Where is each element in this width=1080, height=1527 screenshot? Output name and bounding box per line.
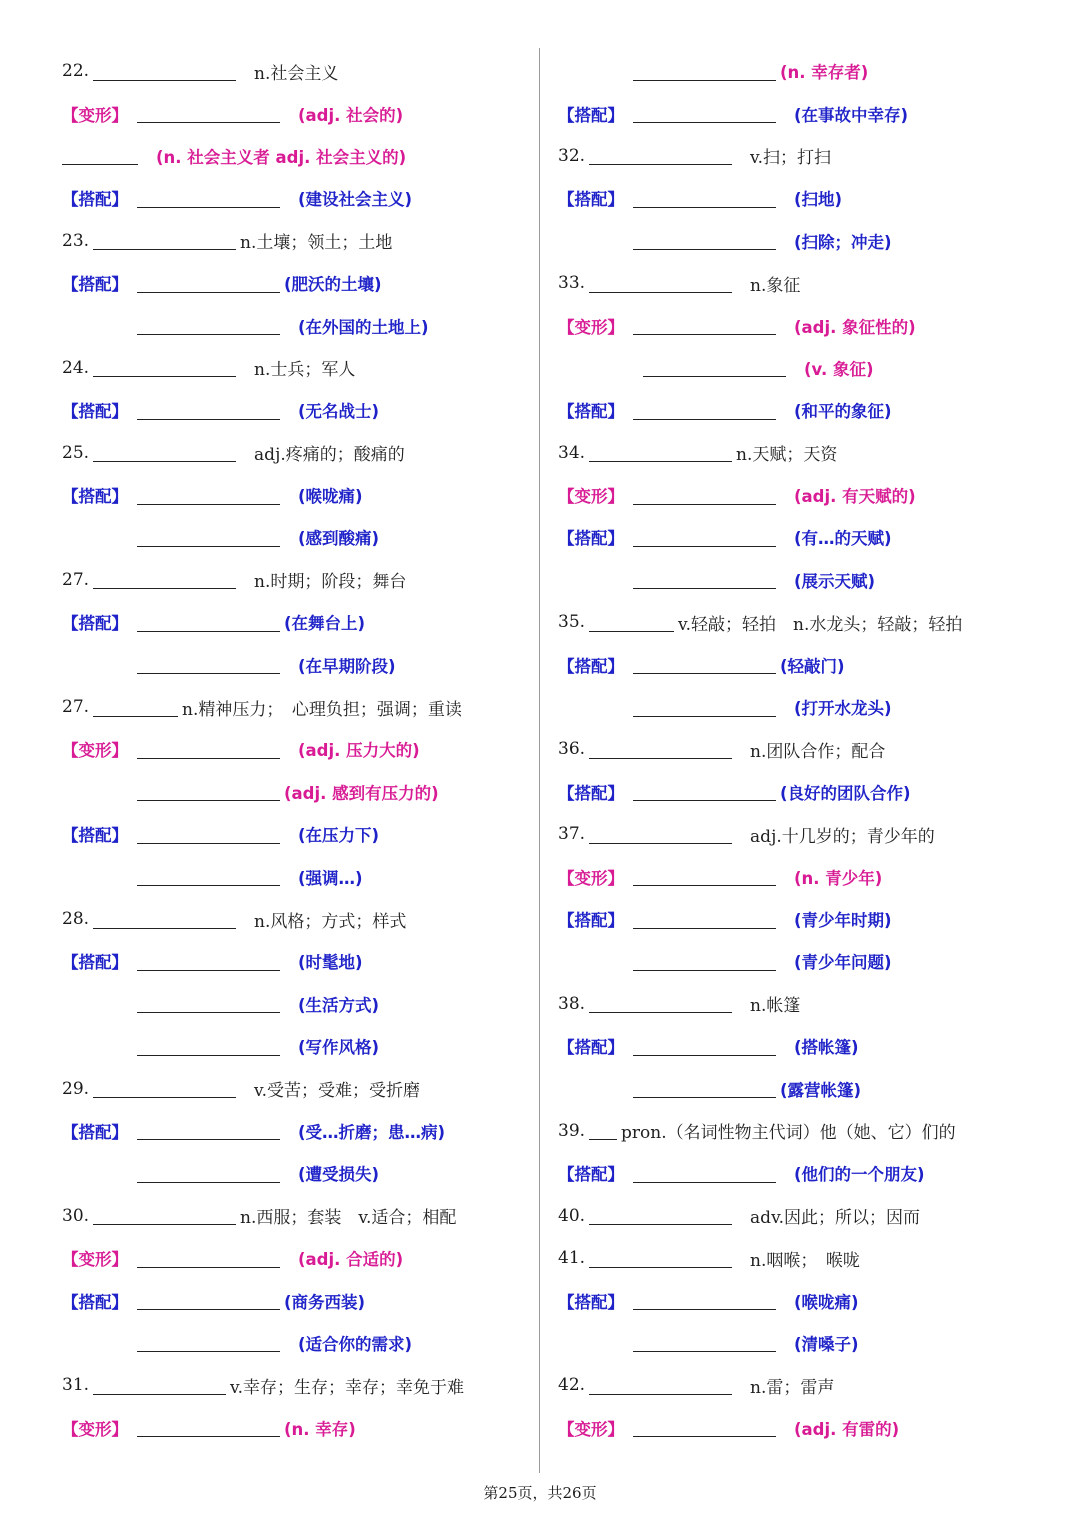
entry-number: 34. <box>558 442 586 463</box>
entry-row <box>558 50 1058 92</box>
entry-row <box>558 516 1058 558</box>
entry-row <box>558 389 1058 431</box>
entry-number: 40. <box>558 1205 586 1226</box>
answer-blank[interactable] <box>589 146 732 165</box>
entry-row <box>558 1237 1058 1279</box>
variant-hint: (n. 青少年) <box>794 868 883 888</box>
collocation-hint: (遭受损失) <box>298 1165 380 1185</box>
entry-row <box>62 1279 532 1321</box>
entry-row <box>558 1025 1058 1067</box>
variant-hint: (n. 社会主义者 adj. 社会主义的) <box>156 147 407 167</box>
collocation-hint: (和平的象征) <box>794 402 892 422</box>
collocation-hint: (搭帐篷) <box>794 1038 859 1058</box>
page-footer: 第25页，共26页 <box>483 1484 597 1502</box>
entry-number: 35. <box>558 612 586 633</box>
answer-blank[interactable] <box>93 1206 236 1225</box>
entry-row <box>558 304 1058 346</box>
collocation-hint: (在压力下) <box>298 826 380 846</box>
collocation-hint: (感到酸痛) <box>298 529 380 549</box>
variant-hint: (adj. 感到有压力的) <box>284 783 439 803</box>
answer-blank[interactable] <box>93 570 236 589</box>
entry-row <box>558 1364 1058 1406</box>
word-meaning: n.土壤；领土；土地 <box>240 233 393 254</box>
entry-row <box>62 771 532 813</box>
column-divider <box>539 48 540 1473</box>
collocation-hint: (有…的天赋) <box>794 529 892 549</box>
entry-row <box>62 559 532 601</box>
entry-row <box>62 1067 532 1109</box>
word-meaning: n.社会主义 <box>254 63 339 84</box>
answer-blank[interactable] <box>137 613 280 632</box>
answer-blank[interactable] <box>137 825 280 844</box>
collocation-tag: 【搭配】 <box>62 1292 128 1312</box>
entry-row <box>62 220 532 262</box>
collocation-hint: (清嗓子) <box>794 1334 859 1354</box>
variant-hint: (adj. 有天赋的) <box>794 487 916 507</box>
answer-blank[interactable] <box>589 1249 732 1268</box>
collocation-hint: (青少年问题) <box>794 953 892 973</box>
answer-blank[interactable] <box>137 1249 280 1268</box>
variant-tag: 【变形】 <box>558 487 624 507</box>
answer-blank[interactable] <box>137 104 280 123</box>
variant-hint: (adj. 社会的) <box>298 105 404 125</box>
word-meaning: v.扫；打扫 <box>750 148 832 169</box>
collocation-tag: 【搭配】 <box>62 275 128 295</box>
entry-row <box>558 1110 1058 1152</box>
collocation-hint: (在早期阶段) <box>298 656 396 676</box>
entry-row <box>62 50 532 92</box>
word-meaning: n.士兵；军人 <box>254 360 356 381</box>
collocation-tag: 【搭配】 <box>62 1122 128 1142</box>
word-meaning: n.象征 <box>750 275 801 296</box>
entry-row <box>558 940 1058 982</box>
entry-number: 22. <box>62 61 90 82</box>
entry-row <box>558 1322 1058 1364</box>
answer-blank[interactable] <box>633 401 776 420</box>
collocation-hint: (扫除；冲走) <box>794 232 892 252</box>
variant-hint: (adj. 象征性的) <box>794 317 916 337</box>
answer-blank[interactable] <box>643 358 786 377</box>
answer-blank[interactable] <box>137 782 280 801</box>
word-meaning: n.风格；方式；样式 <box>254 911 407 932</box>
entry-row <box>62 601 532 643</box>
collocation-hint: (商务西装) <box>284 1292 366 1312</box>
variant-hint: (adj. 合适的) <box>298 1250 404 1270</box>
word-meaning: v.轻敲；轻拍 n.水龙头；轻敲；轻拍 <box>678 614 963 635</box>
answer-blank[interactable] <box>137 528 280 547</box>
answer-blank[interactable] <box>62 146 138 165</box>
word-meaning: n.时期；阶段；舞台 <box>254 572 407 593</box>
answer-blank[interactable] <box>137 1333 280 1352</box>
entry-row <box>62 1195 532 1237</box>
collocation-tag: 【搭配】 <box>558 402 624 422</box>
variant-tag: 【变形】 <box>62 105 128 125</box>
answer-blank[interactable] <box>633 189 776 208</box>
answer-blank[interactable] <box>137 1164 280 1183</box>
entry-number: 29. <box>62 1078 90 1099</box>
answer-blank[interactable] <box>633 1079 776 1098</box>
answer-blank[interactable] <box>589 613 674 632</box>
answer-blank[interactable] <box>93 698 178 717</box>
answer-blank[interactable] <box>137 486 280 505</box>
answer-blank[interactable] <box>633 952 776 971</box>
entry-row <box>62 983 532 1025</box>
entry-row <box>558 728 1058 770</box>
answer-blank[interactable] <box>589 740 732 759</box>
collocation-tag: 【搭配】 <box>558 1038 624 1058</box>
collocation-tag: 【搭配】 <box>558 1292 624 1312</box>
entry-row <box>558 983 1058 1025</box>
answer-blank[interactable] <box>137 655 280 674</box>
answer-blank[interactable] <box>137 740 280 759</box>
entry-row <box>62 855 532 897</box>
entry-row <box>62 347 532 389</box>
entry-row <box>62 389 532 431</box>
word-meaning: n.咽喉； 喉咙 <box>750 1250 860 1271</box>
word-meaning: adv.因此；所以；因而 <box>750 1208 921 1229</box>
answer-blank[interactable] <box>93 910 236 929</box>
collocation-tag: 【搭配】 <box>62 826 128 846</box>
entry-row <box>62 728 532 770</box>
collocation-tag: 【搭配】 <box>558 529 624 549</box>
entry-row <box>558 474 1058 516</box>
collocation-hint: (扫地) <box>794 190 843 210</box>
answer-blank[interactable] <box>93 358 236 377</box>
answer-blank[interactable] <box>93 1079 236 1098</box>
collocation-tag: 【搭配】 <box>62 487 128 507</box>
answer-blank[interactable] <box>633 528 776 547</box>
entry-row <box>558 559 1058 601</box>
entry-row <box>62 898 532 940</box>
entry-row <box>62 1322 532 1364</box>
collocation-hint: (建设社会主义) <box>298 190 413 210</box>
answer-blank[interactable] <box>633 316 776 335</box>
variant-tag: 【变形】 <box>558 868 624 888</box>
answer-blank[interactable] <box>633 1164 776 1183</box>
word-meaning: v.幸存；生存；幸存；幸免于难 <box>230 1377 465 1398</box>
left-column <box>62 50 532 1449</box>
collocation-hint: (他们的一个朋友) <box>794 1165 925 1185</box>
entry-row <box>558 432 1058 474</box>
entry-number: 25. <box>62 442 90 463</box>
collocation-hint: (在事故中幸存) <box>794 105 909 125</box>
variant-tag: 【变形】 <box>62 1250 128 1270</box>
entry-row <box>558 771 1058 813</box>
entry-row <box>62 135 532 177</box>
collocation-tag: 【搭配】 <box>62 953 128 973</box>
entry-row <box>558 855 1058 897</box>
entry-row <box>558 1195 1058 1237</box>
entry-number: 31. <box>62 1375 90 1396</box>
collocation-hint: (时髦地) <box>298 953 363 973</box>
entry-row <box>558 347 1058 389</box>
entry-row <box>62 474 532 516</box>
answer-blank[interactable] <box>137 1291 280 1310</box>
answer-blank[interactable] <box>589 274 732 293</box>
entry-row <box>62 262 532 304</box>
answer-blank[interactable] <box>589 1121 617 1140</box>
collocation-hint: (喉咙痛) <box>794 1292 859 1312</box>
variant-hint: (adj. 压力大的) <box>298 741 420 761</box>
entry-row <box>558 262 1058 304</box>
answer-blank[interactable] <box>137 1418 280 1437</box>
entry-number: 39. <box>558 1120 586 1141</box>
collocation-tag: 【搭配】 <box>558 190 624 210</box>
collocation-tag: 【搭配】 <box>558 911 624 930</box>
answer-blank[interactable] <box>633 486 776 505</box>
entry-number: 23. <box>62 230 90 251</box>
entry-row <box>62 177 532 219</box>
entry-row <box>62 1152 532 1194</box>
entry-number: 27. <box>62 697 90 718</box>
collocation-hint: (受…折磨；患…病) <box>298 1122 446 1142</box>
answer-blank[interactable] <box>633 1037 776 1056</box>
answer-blank[interactable] <box>633 231 776 250</box>
answer-blank[interactable] <box>633 910 776 929</box>
collocation-hint: (打开水龙头) <box>794 699 892 719</box>
collocation-hint: (露营帐篷) <box>780 1080 862 1100</box>
entry-row <box>62 432 532 474</box>
answer-blank[interactable] <box>589 1376 732 1395</box>
answer-blank[interactable] <box>137 952 280 971</box>
answer-blank[interactable] <box>633 655 776 674</box>
answer-blank[interactable] <box>589 825 732 844</box>
collocation-hint: (适合你的需求) <box>298 1334 413 1354</box>
entry-row <box>558 220 1058 262</box>
collocation-hint: (肥沃的土壤) <box>284 275 382 295</box>
answer-blank[interactable] <box>589 1206 732 1225</box>
entry-row <box>558 1407 1058 1449</box>
collocation-tag: 【搭配】 <box>558 1165 624 1185</box>
entry-row <box>62 643 532 685</box>
answer-blank[interactable] <box>137 994 280 1013</box>
entry-row <box>62 1110 532 1152</box>
answer-blank[interactable] <box>589 443 732 462</box>
entry-row <box>62 1237 532 1279</box>
entry-row <box>62 304 532 346</box>
word-meaning: n.天赋；天资 <box>736 445 838 466</box>
answer-blank[interactable] <box>137 401 280 420</box>
entry-number: 32. <box>558 145 586 166</box>
answer-blank[interactable] <box>93 443 236 462</box>
entry-row <box>558 1279 1058 1321</box>
entry-row <box>62 1407 532 1449</box>
answer-blank[interactable] <box>589 994 732 1013</box>
entry-number: 42. <box>558 1375 586 1396</box>
variant-hint: (adj. 有雷的) <box>794 1419 900 1439</box>
word-meaning: adj.疼痛的；酸痛的 <box>254 445 405 466</box>
collocation-tag: 【搭配】 <box>558 656 624 676</box>
entry-number: 30. <box>62 1205 90 1226</box>
entry-row <box>62 813 532 855</box>
answer-blank[interactable] <box>137 1121 280 1140</box>
entry-row <box>62 92 532 134</box>
entry-row <box>62 1025 532 1067</box>
collocation-hint: (无名战士) <box>298 402 380 422</box>
answer-blank[interactable] <box>633 62 776 81</box>
entry-row <box>558 1067 1058 1109</box>
collocation-hint: (生活方式) <box>298 995 380 1015</box>
answer-blank[interactable] <box>633 104 776 123</box>
variant-hint: (n. 幸存者) <box>780 63 869 83</box>
entry-number: 24. <box>62 357 90 378</box>
collocation-hint: (良好的团队合作) <box>780 783 911 803</box>
answer-blank[interactable] <box>93 231 236 250</box>
collocation-hint: (在外国的土地上) <box>298 317 429 337</box>
entry-number: 38. <box>558 993 586 1014</box>
answer-blank[interactable] <box>633 782 776 801</box>
collocation-tag: 【搭配】 <box>62 402 128 422</box>
collocation-hint: (展示天赋) <box>794 571 876 591</box>
answer-blank[interactable] <box>137 189 280 208</box>
variant-hint: (v. 象征) <box>804 359 874 379</box>
entry-number: 33. <box>558 273 586 294</box>
word-meaning: n.团队合作；配合 <box>750 741 886 762</box>
collocation-hint: (写作风格) <box>298 1038 380 1058</box>
collocation-hint: (在舞台上) <box>284 614 366 634</box>
entry-row <box>558 1152 1058 1194</box>
entry-number: 37. <box>558 824 586 845</box>
answer-blank[interactable] <box>633 867 776 886</box>
word-meaning: n.帐篷 <box>750 996 801 1017</box>
entry-row <box>558 92 1058 134</box>
collocation-hint: (喉咙痛) <box>298 487 363 507</box>
entry-row <box>558 898 1058 940</box>
entry-row <box>558 177 1058 219</box>
word-meaning: n.雷；雷声 <box>750 1377 835 1398</box>
entry-row <box>558 686 1058 728</box>
word-meaning: n.西服；套装 v.适合；相配 <box>240 1208 457 1229</box>
word-meaning: v.受苦；受难；受折磨 <box>254 1081 421 1102</box>
answer-blank[interactable] <box>137 867 280 886</box>
entry-row <box>558 135 1058 177</box>
entry-number: 27. <box>62 569 90 590</box>
collocation-tag: 【搭配】 <box>558 783 624 803</box>
collocation-hint: (青少年时期) <box>794 911 892 930</box>
variant-tag: 【变形】 <box>558 1419 624 1439</box>
collocation-tag: 【搭配】 <box>62 614 128 634</box>
answer-blank[interactable] <box>137 274 280 293</box>
entry-row <box>62 686 532 728</box>
variant-tag: 【变形】 <box>62 741 128 761</box>
entry-number: 36. <box>558 739 586 760</box>
entry-row <box>558 601 1058 643</box>
answer-blank[interactable] <box>93 62 236 81</box>
entry-row <box>558 813 1058 855</box>
answer-blank[interactable] <box>633 570 776 589</box>
collocation-hint: (轻敲门) <box>780 656 845 676</box>
entry-row <box>62 1364 532 1406</box>
word-meaning: adj.十几岁的；青少年的 <box>750 826 935 847</box>
answer-blank[interactable] <box>137 1037 280 1056</box>
entry-number: 28. <box>62 909 90 929</box>
answer-blank[interactable] <box>633 1291 776 1310</box>
answer-blank[interactable] <box>93 1376 226 1395</box>
right-column <box>558 50 1058 1449</box>
collocation-tag: 【搭配】 <box>558 105 624 125</box>
entry-row <box>558 643 1058 685</box>
collocation-hint: (强调…) <box>298 868 363 888</box>
answer-blank[interactable] <box>137 316 280 335</box>
answer-blank[interactable] <box>633 1333 776 1352</box>
word-meaning: n.精神压力； 心理负担；强调；重读 <box>182 699 462 720</box>
answer-blank[interactable] <box>633 1418 776 1437</box>
collocation-tag: 【搭配】 <box>62 190 128 210</box>
answer-blank[interactable] <box>633 698 776 717</box>
word-meaning: pron.（名词性物主代词）他（她、它）们的 <box>621 1123 956 1144</box>
entry-number: 41. <box>558 1248 586 1269</box>
entry-row <box>62 940 532 982</box>
variant-tag: 【变形】 <box>558 317 624 337</box>
entry-row <box>62 516 532 558</box>
variant-tag: 【变形】 <box>62 1419 128 1439</box>
variant-hint: (n. 幸存) <box>284 1419 356 1439</box>
